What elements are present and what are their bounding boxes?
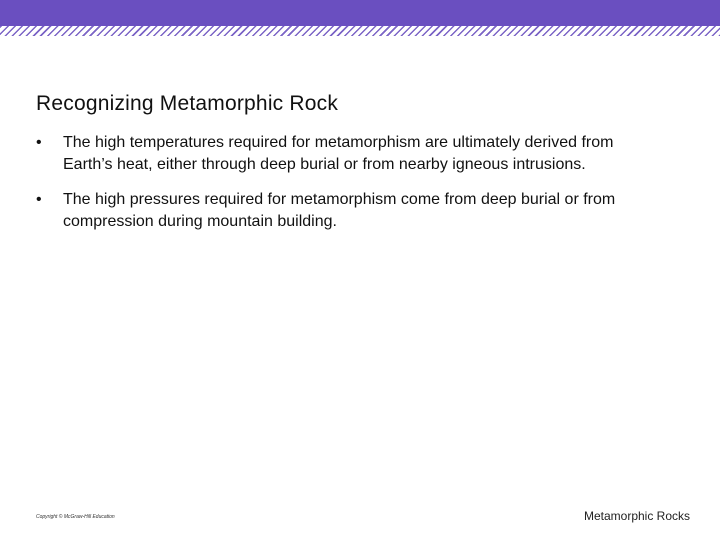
bullet-item [36, 189, 666, 233]
bullet-text: The high pressures required for metamorphism come from deep burial or from compression during mountain building. [63, 191, 616, 230]
bullet-marker: • [36, 191, 42, 208]
bullet-list [36, 132, 666, 246]
footer-section-title: Metamorphic Rocks [583, 509, 690, 523]
bullet-text: The high temperatures required for metamorphism are ultimately derived from Earth’s heat, either through deep burial or from nearby igneous intrusions. [63, 134, 614, 173]
copyright-notice: Copyright © McGraw-Hill Education [36, 514, 115, 520]
bullet-marker: • [36, 134, 42, 151]
header-band [0, 0, 720, 26]
header-hatch-stripe [0, 26, 720, 36]
slide-title: Recognizing Metamorphic Rock [36, 92, 339, 115]
bullet-item [36, 132, 666, 176]
